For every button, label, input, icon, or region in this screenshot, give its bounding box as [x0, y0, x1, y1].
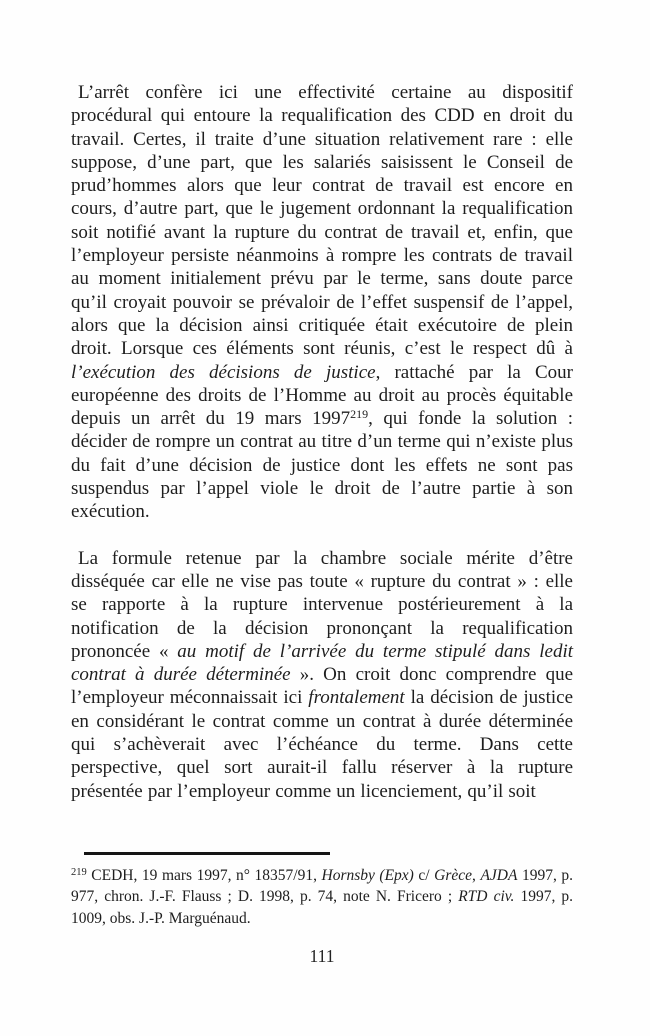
paragraph-2-italic-quote: au motif de l’arrivée du terme stipulé dans ledit contrat à durée déterminée — [71, 640, 573, 686]
page-number: 111 — [309, 946, 335, 966]
footnote-text: CEDH, 19 mars 1997, n° 18357/91, — [86, 867, 322, 884]
footnote-text: 1997, p. 977, chron. J.-F. Flauss ; D. 1998, p. 74, note N. Fricero ; — [71, 867, 574, 906]
footnote-text: 1997, p. 1009, obs. J.-P. Marguénaud. — [71, 888, 574, 927]
paragraph-2-text: ». On croit donc comprendre que l’employeur méconnaissait ici — [71, 664, 573, 709]
footnote-case-name: Hornsby (Epx) — [321, 867, 414, 884]
footnote-text: , — [472, 867, 481, 884]
paragraph-1-text: , qui fonde la solution : décider de rompre un contrat au titre d’un terme qui n’existe plus du fait d’une décision de justice dont les effets ne sont pas suspendus par l’appel viole le droit de l’autre partie à son exécution. — [71, 408, 573, 523]
footnote-case-party: Grèce — [434, 867, 473, 884]
footnote-journal-rtd-civ: RTD civ. — [458, 888, 515, 906]
paragraph-1 — [71, 81, 573, 524]
footnote-journal-ajda: AJDA — [480, 867, 518, 884]
footnote-219 — [71, 865, 573, 929]
paragraph-1-text: L’arrêt confère ici une effectivité certaine au dispositif procédural qui entoure la requalification des CDD en droit du travail. Certes, il traite d’une situation relativement rare : elle suppose, d’une part, que les salariés saisissent le Conseil de prud’hommes alors que leur contrat de travail est encore en cours, d’autre part, que le jugement ordonnant la requalification soit notifié avant la rupture du contrat de travail et, enfin, que l’employeur persiste néanmoins à rompre les contrats de travail au moment initialement prévu par le terme, sans doute parce qu’il croyait pouvoir se prévaloir de l’effet suspensif de l’appel, alors que la décision ainsi critiquée était exécutoire de plein droit. Lorsque ces éléments sont réunis, c’est le respect dû à — [71, 82, 573, 360]
footnote-separator-rule — [84, 852, 330, 855]
footnote-text: c/ — [413, 867, 435, 884]
footnote-reference-219: 219 — [350, 406, 369, 421]
paragraph-2-text: la décision de justice en considérant le contrat comme un contrat à durée déterminée qui s’achèverait avec l’échéance du terme. Dans cette perspective, quel sort aurait-il fallu réserver à la rupture présentée par l’employeur comme un licenciement, qu’il soit — [71, 687, 573, 802]
paragraph-1-text: , rattaché par la Cour européenne des droits de l’Homme au droit au procès équitable depuis un arrêt du 19 mars 1997 — [71, 361, 573, 430]
text-column — [71, 81, 573, 803]
footnote-section — [71, 852, 573, 929]
paragraph-2-text: La formule retenue par la chambre sociale mérite d’être disséquée car elle ne vise pas toute « rupture du contrat » : elle se rapporte à la rupture intervenue postérieurement à la notification de la décision prononçant la requalification prononcée « — [71, 547, 573, 662]
paragraph-1-italic-citation: l’exécution des décisions de justice — [71, 361, 376, 383]
paragraph-2-italic-emphasis: frontalement — [308, 687, 405, 709]
paragraph-2 — [71, 547, 573, 803]
footnote-marker: 219 — [71, 866, 87, 878]
